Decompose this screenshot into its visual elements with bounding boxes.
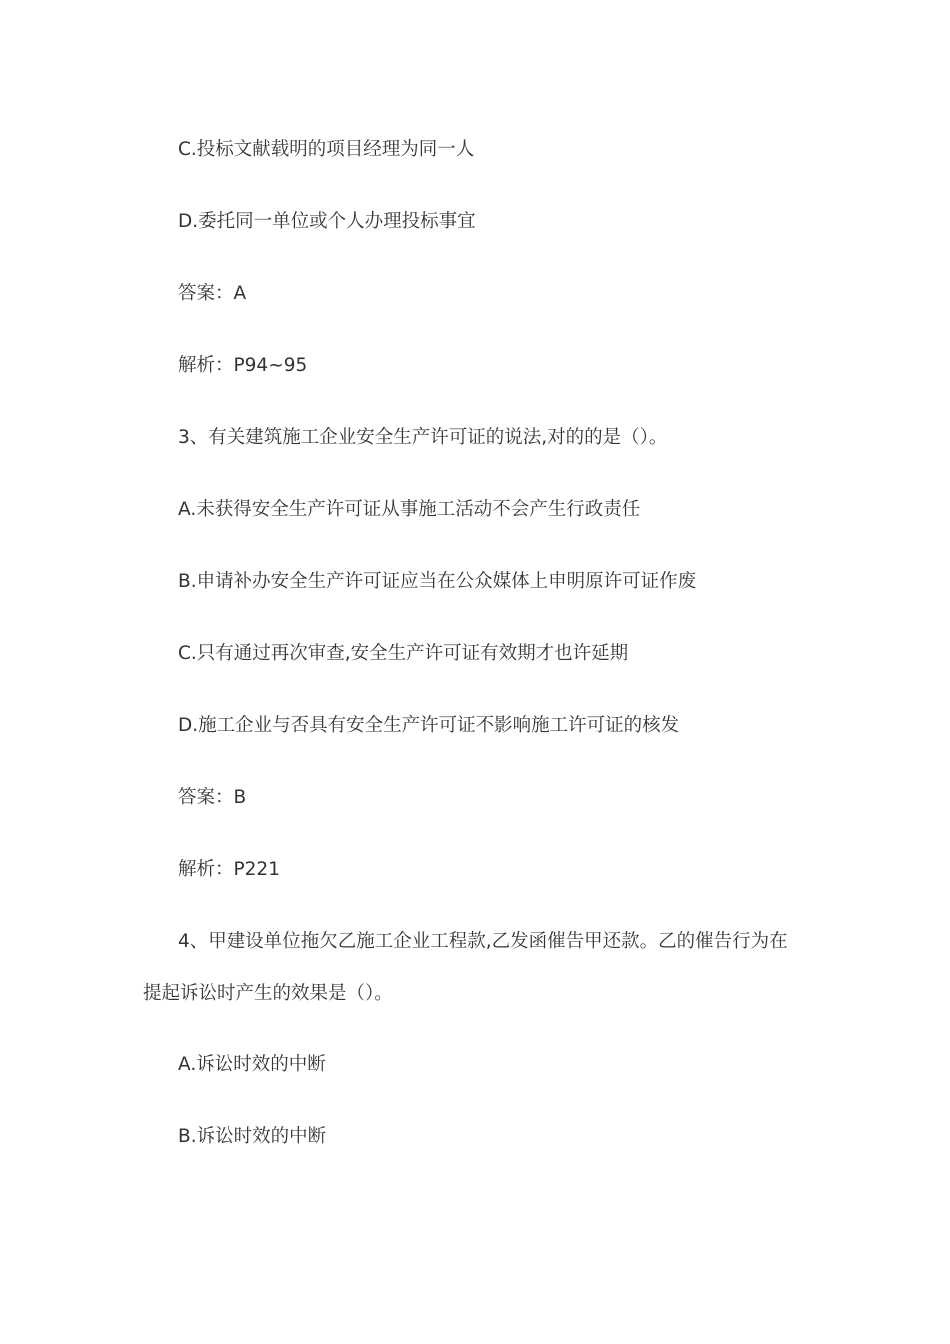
- option-b-q4: B.诉讼时效的中断: [178, 1126, 327, 1147]
- option-a-q4: A.诉讼时效的中断: [178, 1054, 326, 1075]
- question-4-line-1: 4、甲建设单位拖欠乙施工企业工程款,乙发函催告甲还款。乙的催告行为在: [178, 931, 788, 952]
- option-d-q2: D.委托同一单位或个人办理投标事宜: [178, 211, 476, 232]
- option-c-q2: C.投标文献载明的项目经理为同一人: [178, 139, 475, 160]
- option-b-q3: B.申请补办安全生产许可证应当在公众媒体上申明原许可证作废: [178, 571, 697, 592]
- answer-q3: 答案：B: [178, 787, 247, 808]
- analysis-q3: 解析：P221: [178, 859, 280, 880]
- option-d-q3: D.施工企业与否具有安全生产许可证不影响施工许可证的核发: [178, 715, 680, 736]
- analysis-q2: 解析：P94~95: [178, 355, 308, 376]
- answer-q2: 答案：A: [178, 283, 247, 304]
- question-4-line-2: 提起诉讼时产生的效果是（）。: [143, 983, 393, 1004]
- option-c-q3: C.只有通过再次审查,安全生产许可证有效期才也许延期: [178, 643, 629, 664]
- question-3: 3、有关建筑施工企业安全生产许可证的说法,对的的是（）。: [178, 427, 668, 448]
- option-a-q3: A.未获得安全生产许可证从事施工活动不会产生行政责任: [178, 499, 641, 520]
